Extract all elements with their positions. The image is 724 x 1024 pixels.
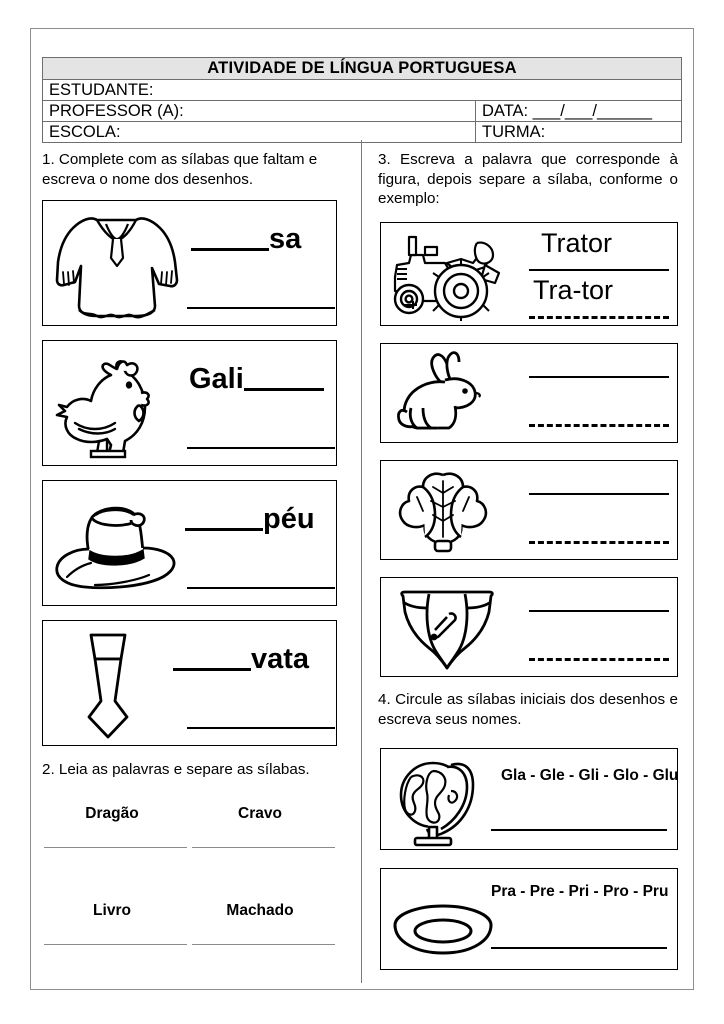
blank-line[interactable] [244, 365, 324, 391]
exercise1-write-line-2[interactable] [187, 447, 335, 449]
date-label: DATA: [482, 102, 529, 120]
exercise1-answer-2[interactable] [189, 363, 324, 396]
exercise1-answer-3[interactable] [185, 503, 315, 536]
lettuce-icon [393, 467, 493, 557]
plate-icon [391, 903, 495, 965]
tractor-icon [389, 229, 517, 321]
hat-icon [51, 495, 186, 595]
exercise2-word-1: Dragão [85, 805, 139, 822]
exercise4-write-line-2[interactable] [491, 947, 667, 949]
exercise3-syllable-line-2[interactable] [529, 424, 669, 427]
student-label: ESTUDANTE: [43, 79, 681, 100]
exercise3-syllable-line-1[interactable] [529, 316, 669, 319]
exercise3-instruction: 3. Escreva a palavra que corresponde à figura, depois separe a sílaba, conforme o exemplo: [378, 151, 678, 207]
exercise4-item-2 [380, 868, 678, 970]
exercise3-item-3 [380, 460, 678, 560]
header-table [42, 57, 682, 143]
class-label: TURMA: [476, 121, 681, 142]
tie-icon [65, 629, 155, 741]
globe-icon [389, 755, 489, 847]
answer-suffix: sa [269, 223, 302, 255]
exercise3-item-1 [380, 222, 678, 326]
exercise2-answer-line-2[interactable] [192, 847, 335, 848]
exercise3-word-line-1[interactable] [529, 269, 669, 271]
answer-prefix: Gali [189, 363, 244, 395]
blank-line[interactable] [173, 645, 251, 671]
exercise2-word-3: Livro [93, 902, 131, 919]
exercise2-answer-line-3[interactable] [44, 944, 187, 945]
exercise3-item-2 [380, 343, 678, 443]
exercise1-answer-4[interactable] [173, 643, 309, 676]
diaper-icon [395, 586, 499, 672]
exercise4-instruction: 4. Circule as sílabas iniciais dos desenhos e escreva seus nomes. [378, 691, 678, 728]
exercise1-item-1 [42, 200, 337, 326]
blouse-icon [51, 206, 181, 322]
exercise4-write-line-1[interactable] [491, 829, 667, 831]
exercise2-instruction: 2. Leia as palavras e separe as sílabas. [42, 761, 310, 778]
worksheet-title: ATIVIDADE DE LÍNGUA PORTUGUESA [43, 58, 681, 79]
date-blanks[interactable]: ___/___/______ [532, 102, 653, 120]
rabbit-icon [393, 350, 493, 440]
date-field [476, 100, 681, 121]
exercise1-item-3 [42, 480, 337, 606]
exercise3-word-line-4[interactable] [529, 610, 669, 612]
exercise1-write-line-3[interactable] [187, 587, 335, 589]
exercise2-word-2: Cravo [238, 805, 282, 822]
exercise3-syllable-line-4[interactable] [529, 658, 669, 661]
answer-suffix: péu [263, 503, 315, 535]
exercise1-answer-1[interactable] [191, 223, 301, 256]
exercise3-word-line-3[interactable] [529, 493, 669, 495]
column-divider [361, 140, 362, 983]
exercise1-item-4 [42, 620, 337, 746]
exercise4-syllables-2[interactable]: Pra - Pre - Pri - Pro - Pru [491, 883, 669, 900]
exercise2-answer-line-1[interactable] [44, 847, 187, 848]
teacher-date-row [43, 100, 681, 121]
exercise3-word-1: Trator [541, 228, 613, 258]
exercise3-item-4 [380, 577, 678, 677]
teacher-label: PROFESSOR (A): [43, 100, 476, 121]
exercise1-write-line-4[interactable] [187, 727, 335, 729]
exercise2-word-4: Machado [226, 902, 294, 919]
student-row [43, 79, 681, 100]
answer-suffix: vata [251, 643, 310, 675]
exercise3-syllables-1: Tra-tor [533, 275, 613, 305]
blank-line[interactable] [185, 505, 263, 531]
exercise2-answer-line-4[interactable] [192, 944, 335, 945]
school-label: ESCOLA: [43, 121, 476, 142]
exercise3-syllable-line-3[interactable] [529, 541, 669, 544]
school-class-row [43, 121, 681, 142]
exercise1-instruction: 1. Complete com as sílabas que faltam e escreva o nome dos desenhos. [42, 151, 318, 188]
exercise4-item-1 [380, 748, 678, 850]
exercise4-syllables-1[interactable]: Gla - Gle - Gli - Glo - Glu [501, 767, 679, 784]
blank-line[interactable] [191, 225, 269, 251]
exercise3-word-line-2[interactable] [529, 376, 669, 378]
exercise1-write-line-1[interactable] [187, 307, 335, 309]
header-title-row [43, 58, 681, 79]
exercise1-item-2 [42, 340, 337, 466]
hen-icon [53, 349, 173, 461]
